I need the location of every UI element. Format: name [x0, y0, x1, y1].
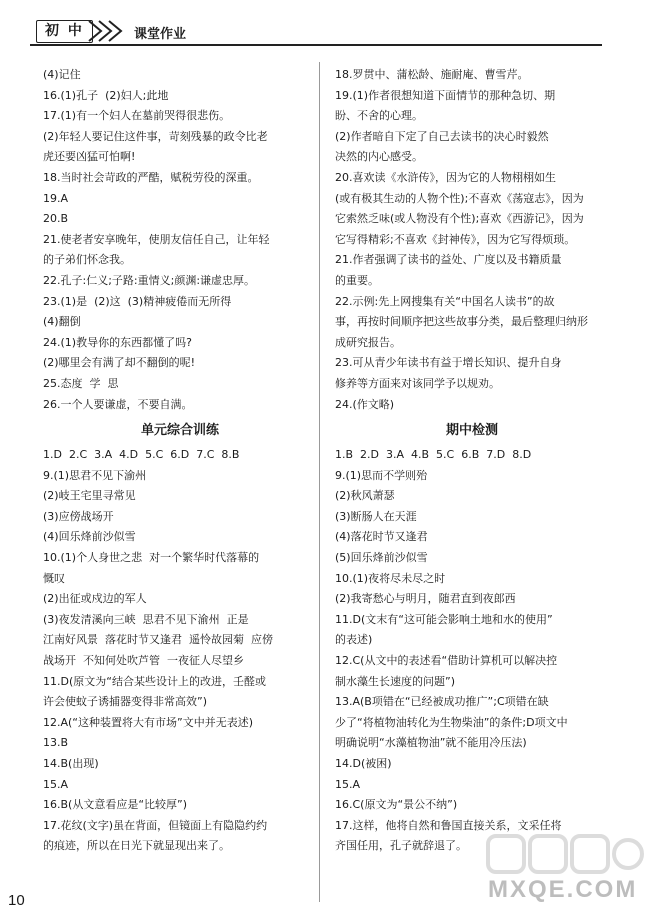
answer-line: 决然的内心感受。: [335, 150, 423, 164]
answer-line: 22.孔子:仁义;子路:重情义;颜渊:谦虚忠厚。: [43, 273, 256, 287]
answer-line: 24.(1)教导你的东西都懂了吗?: [43, 335, 192, 349]
answer-line: (2)我寄愁心与明月，随君直到夜郎西: [335, 592, 516, 606]
answer-line: 16.B(从文意看应是“比较厚”): [43, 798, 188, 812]
answer-line: 26.一个人要谦虚，不要自满。: [43, 397, 193, 411]
answer-line: 18.罗贯中、蒲松龄、施耐庵、曹雪芹。: [335, 68, 529, 81]
answer-line: (2)哪里会有满了却不翻倒的呢!: [43, 356, 195, 370]
answer-line: 的痕迹，所以在日光下就显现出来了。: [43, 839, 230, 853]
answer-line: (或有极其生动的人物个性);不喜欢《荡寇志》，因为: [335, 191, 584, 205]
right-answers-top: [335, 65, 609, 415]
answer-line: (4)记住: [43, 68, 81, 81]
answer-line: (2)出征或戍边的军人: [43, 592, 147, 606]
answer-line: 21.使老者安享晚年，使朋友信任自己，让年轻: [43, 232, 270, 246]
answer-line: (3)应傍战场开: [43, 509, 114, 523]
answer-line: 11.D(原文为“结合某些设计上的改进，壬醛或: [43, 674, 266, 688]
page-number: 10: [8, 892, 25, 909]
column-divider: [319, 62, 320, 902]
answer-line: 19.A: [43, 191, 69, 205]
answer-line: (2)岐王宅里寻常见: [43, 489, 136, 503]
left-column: [43, 65, 317, 857]
answer-line: 9.(1)思君不见下渝州: [43, 468, 147, 482]
answer-line: 13.B: [43, 736, 69, 750]
answer-line: 24.(作文略): [335, 397, 395, 411]
answer-line: 10.(1)夜将尽未尽之时: [335, 571, 446, 585]
answer-line: (4)落花时节又逢君: [335, 530, 428, 544]
answer-line: 16.C(原文为“景公不纳”): [335, 798, 458, 812]
answer-line: (4)翻倒: [43, 315, 81, 329]
section-title-midterm: 期中检测: [445, 423, 498, 439]
answer-line: 的表述): [335, 633, 373, 647]
answer-line: (2)作者暗自下定了自己去读书的决心时毅然: [335, 129, 549, 143]
answer-line: 20.B: [43, 212, 69, 226]
answer-line: 盼、不舍的心理。: [335, 109, 423, 123]
answer-line: (4)回乐烽前沙似雪: [43, 530, 136, 544]
answer-line: 12.A(“这种装置将大有市场”文中并无表述): [43, 715, 253, 729]
answer-line: 15.A: [335, 777, 361, 791]
answer-line: 21.作者强调了读书的益处、广度以及书籍质量: [335, 253, 562, 267]
page-header: [30, 14, 602, 44]
answer-line: 17.这样，他将自然和鲁国直接关系，文采任将: [335, 818, 562, 832]
answer-line: 13.A(B项错在“已经被成功推广”;C项错在缺: [335, 695, 549, 709]
right-answers-bottom: [335, 445, 609, 857]
watermark-text: MXQE.COM: [488, 876, 638, 903]
answer-line: 14.D(被困): [335, 757, 392, 770]
answer-line: 慨叹: [43, 571, 65, 585]
header-rule: [30, 44, 602, 46]
answer-line: 江南好风景 落花时节又逢君 遥怜故园菊 应傍: [43, 633, 273, 647]
answer-line: 14.B(出现): [43, 757, 99, 770]
answer-line: 事，再按时间顺序把这些故事分类，最后整理归纳形: [335, 315, 588, 329]
answer-line: 25.态度 学 思: [43, 376, 119, 390]
answer-line: 20.喜欢读《水浒传》，因为它的人物栩栩如生: [335, 170, 556, 184]
answer-line: 修养等方面来对该同学予以规劝。: [335, 376, 500, 390]
answer-line: 17.(1)有一个妇人在墓前哭得很悲伤。: [43, 109, 231, 123]
answer-line: 的子弟们怀念我。: [43, 253, 131, 267]
answer-line: 虎还要凶猛可怕啊!: [43, 150, 136, 164]
right-column: [335, 65, 609, 857]
answer-line: (5)回乐烽前沙似雪: [335, 551, 428, 565]
answer-line: 16.(1)孔子 (2)妇人;此地: [43, 88, 169, 102]
answer-line: 1.D 2.C 3.A 4.D 5.C 6.D 7.C 8.B: [43, 448, 240, 462]
answer-line: 它索然乏味(或人物没有个性);喜欢《西游记》，因为: [335, 212, 584, 226]
answer-line: 的重要。: [335, 273, 379, 287]
answer-line: 9.(1)思而不学则殆: [335, 468, 428, 482]
answer-line: 23.可从青少年读书有益于增长知识、提升自身: [335, 356, 562, 370]
answer-line: 15.A: [43, 777, 69, 791]
answer-line: 22.示例:先上网搜集有关“中国名人读书”的故: [335, 294, 555, 308]
answer-line: 18.当时社会苛政的严酷，赋税劳役的深重。: [43, 170, 259, 184]
answer-line: 明确说明“水藻植物油”就不能用冷压法): [335, 736, 527, 750]
answer-line: 它写得精彩;不喜欢《封神传》，因为它写得烦琐。: [335, 232, 576, 246]
grade-badge: 初 中: [36, 20, 93, 43]
answer-line: (2)秋风萧瑟: [335, 489, 395, 503]
answer-line: 成研究报告。: [335, 335, 401, 349]
answer-line: 1.B 2.D 3.A 4.B 5.C 6.B 7.D 8.D: [335, 448, 532, 462]
answer-line: 许会使蚊子诱捕器变得非常高效”): [43, 695, 207, 709]
answer-line: 少了“将植物油转化为生物柴油”的条件;D项文中: [335, 715, 568, 729]
answer-line: 19.(1)作者很想知道下面情节的那种急切、期: [335, 88, 556, 102]
answer-line: 战场开 不知何处吹芦管 一夜征人尽望乡: [43, 654, 244, 668]
answer-line: (3)断肠人在天涯: [335, 509, 417, 523]
answer-line: (2)年轻人要记住这件事，苛刻残暴的政令比老: [43, 129, 268, 143]
answer-line: 齐国任用，孔子就辞退了。: [335, 839, 467, 853]
answer-line: (3)夜发清溪向三峡 思君不见下渝州 正是: [43, 612, 249, 626]
header-title: 课堂作业: [134, 27, 187, 42]
section-title-unit-training: 单元综合训练: [140, 423, 219, 439]
answer-line: 10.(1)个人身世之悲 对一个繁华时代落幕的: [43, 551, 260, 565]
answer-line: 12.C(从文中的表述看“借助计算机可以解决控: [335, 654, 558, 668]
chevron-decor-icon: [85, 19, 129, 43]
answer-line: 11.D(文末有“这可能会影响土地和水的使用”: [335, 612, 553, 626]
answer-line: 23.(1)是 (2)这 (3)精神疲倦而无所得: [43, 294, 232, 308]
answer-line: 制水藻生长速度的问题”): [335, 674, 455, 688]
left-answers-top: [43, 65, 317, 415]
left-answers-bottom: [43, 445, 317, 857]
answer-line: 17.花纹(文字)虽在背面，但镜面上有隐隐约约: [43, 818, 268, 832]
